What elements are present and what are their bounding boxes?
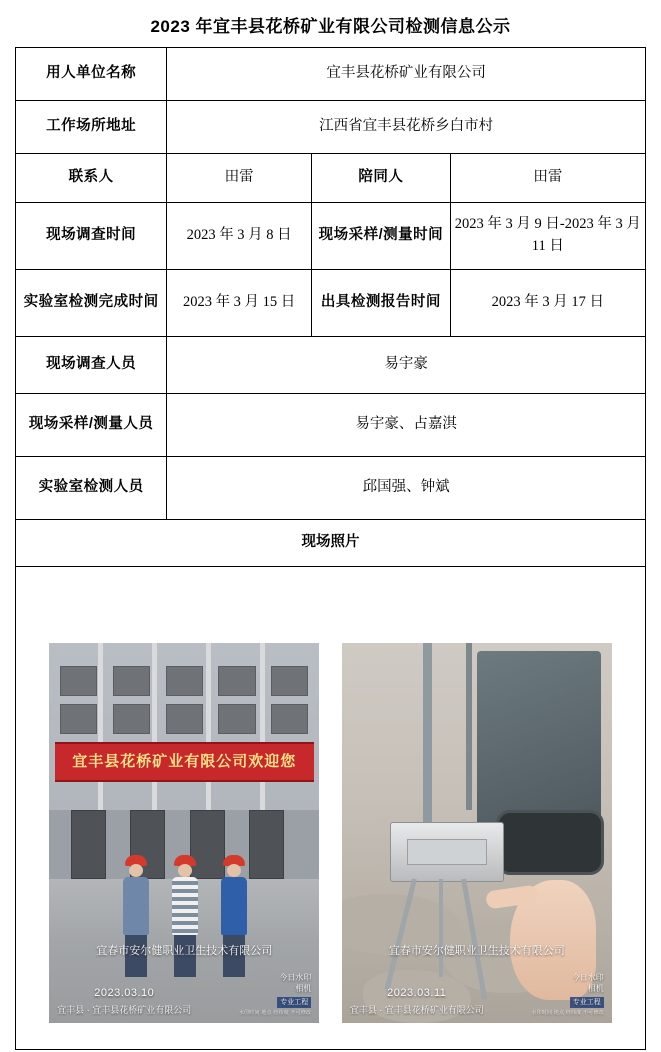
- watermark-stamp-badge: 专业工程: [570, 997, 604, 1008]
- window: [166, 704, 203, 734]
- watermark-tiny-note: 水印时间 地点 经纬度 不可修改: [238, 1010, 312, 1017]
- row-label-employer: 用人单位名称: [16, 48, 167, 101]
- photo-watermark: [342, 943, 612, 1023]
- photo-watermark: [49, 943, 319, 1023]
- table-row: [16, 520, 646, 567]
- sampling-instrument: [390, 822, 503, 883]
- row-value-survey-staff: 易宇豪: [167, 337, 646, 394]
- row-value-lab-complete-date: 2023 年 3 月 15 日: [167, 270, 312, 337]
- head: [129, 864, 143, 877]
- row-label-survey-date: 现场调查时间: [16, 203, 167, 270]
- table-row: [16, 101, 646, 154]
- watermark-row: [350, 973, 604, 1017]
- table-row: [16, 567, 646, 1050]
- window: [166, 666, 203, 696]
- row-value-address: 江西省宜丰县花桥乡白市村: [167, 101, 646, 154]
- watermark-stamp-badge: 专业工程: [277, 997, 311, 1008]
- table-row: [16, 337, 646, 394]
- watermark-stamp-line2: 相机: [587, 984, 604, 994]
- instrument-photo: [342, 643, 612, 1023]
- watermark-row: [57, 973, 311, 1017]
- window: [271, 704, 308, 734]
- watermark-date: 2023.03.10: [94, 987, 155, 999]
- head: [178, 864, 192, 877]
- table-row: [16, 154, 646, 203]
- row-value-sampling-date: 2023 年 3 月 9 日-2023 年 3 月 11 日: [450, 203, 645, 270]
- head: [227, 864, 241, 877]
- row-value-sampling-staff: 易宇豪、占嘉淇: [167, 394, 646, 457]
- watermark-stamp: [239, 973, 311, 1017]
- watermark-left: [350, 985, 484, 1017]
- door: [249, 810, 284, 878]
- group-photo: [49, 643, 319, 1023]
- page-title: 2023 年宜丰县花桥矿业有限公司检测信息公示: [150, 17, 511, 36]
- row-value-accompany: 田雷: [450, 154, 645, 203]
- window: [218, 666, 255, 696]
- window: [113, 704, 150, 734]
- row-label-contact: 联系人: [16, 154, 167, 203]
- table-row: [16, 394, 646, 457]
- row-value-report-date: 2023 年 3 月 17 日: [450, 270, 645, 337]
- window: [60, 666, 97, 696]
- row-label-sampling-date: 现场采样/测量时间: [312, 203, 451, 270]
- watermark-stamp: [531, 973, 603, 1017]
- drill-mast-secondary: [466, 643, 472, 810]
- row-value-contact: 田雷: [167, 154, 312, 203]
- row-value-survey-date: 2023 年 3 月 8 日: [167, 203, 312, 270]
- watermark-left: [57, 985, 191, 1017]
- row-label-accompany: 陪同人: [312, 154, 451, 203]
- watermark-tiny-note: 水印时间 地点 经纬度 不可修改: [531, 1010, 604, 1017]
- row-label-address: 工作场所地址: [16, 101, 167, 154]
- photos-section-header: 现场照片: [16, 520, 646, 567]
- table-row: [16, 457, 646, 520]
- torso: [221, 877, 247, 935]
- watermark-stamp-line2: 相机: [295, 984, 312, 994]
- table-row: [16, 270, 646, 337]
- watermark-stamp-line1: 今日水印: [571, 973, 604, 983]
- window: [218, 704, 255, 734]
- table-row: [16, 203, 646, 270]
- watermark-location: 宜丰县 · 宜丰县花桥矿业有限公司: [349, 1004, 484, 1015]
- watermark-location: 宜丰县 · 宜丰县花桥矿业有限公司: [57, 1004, 192, 1015]
- watermark-company: 宜春市安尔健职业卫生技术有限公司: [96, 944, 273, 957]
- crawler-track: [496, 810, 604, 875]
- row-value-employer: 宜丰县花桥矿业有限公司: [167, 48, 646, 101]
- photo-gallery: [20, 583, 641, 1033]
- watermark-date: 2023.03.11: [387, 987, 447, 999]
- inspection-info-table: [15, 47, 646, 1050]
- window: [113, 666, 150, 696]
- row-value-lab-staff: 邱国强、钟斌: [167, 457, 646, 520]
- watermark-stamp-line1: 今日水印: [279, 973, 312, 983]
- torso: [123, 877, 149, 935]
- instrument-display: [407, 839, 487, 865]
- row-label-report-date: 出具检测报告时间: [312, 270, 451, 337]
- finger: [485, 885, 539, 910]
- row-label-survey-staff: 现场调查人员: [16, 337, 167, 394]
- welcome-banner: 宜丰县花桥矿业有限公司欢迎您: [55, 742, 314, 782]
- door: [71, 810, 106, 878]
- row-label-lab-complete-date: 实验室检测完成时间: [16, 270, 167, 337]
- row-label-sampling-staff: 现场采样/测量人员: [16, 394, 167, 457]
- photos-section-body: [16, 567, 646, 1050]
- window: [271, 666, 308, 696]
- table-row: [16, 48, 646, 101]
- row-label-lab-staff: 实验室检测人员: [16, 457, 167, 520]
- torso: [172, 877, 198, 935]
- watermark-company: 宜春市安尔健职业卫生技术有限公司: [388, 944, 565, 957]
- window: [60, 704, 97, 734]
